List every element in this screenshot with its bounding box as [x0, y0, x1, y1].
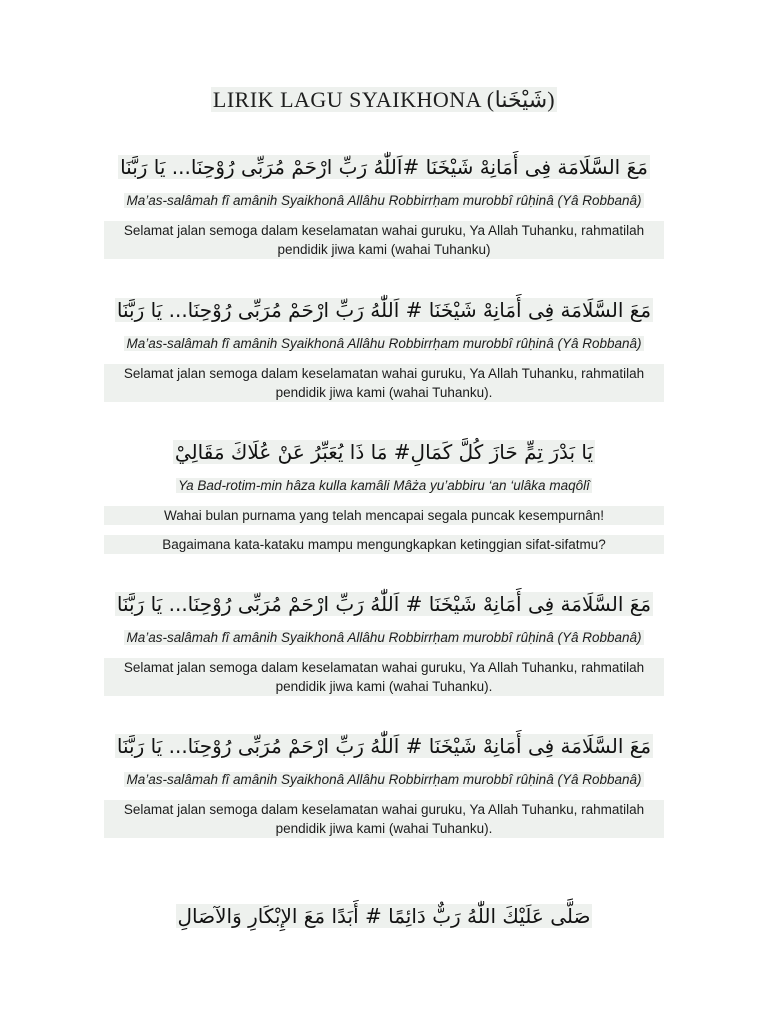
transliteration: Ma’as-salâmah fî amânih Syaikhonâ Allâhu Robbirrḥam murobbî rûḥinâ (Yâ Robbanâ) [126, 193, 642, 208]
translation-line-1: Selamat jalan semoga dalam keselamatan wahai guruku, Ya Allah Tuhanku, rahmatilah [123, 223, 645, 238]
arabic-verse: مَعَ السَّلَامَة فِى أَمَانِهْ شَيْخَنَا # اَللّٰهُ رَبِّ ارْحَمْ مُرَبِّى رُوْحِنَا... يَا رَبَّنَا [116, 592, 652, 616]
translation-line-2: pendidik jiwa kami (wahai Tuhanku). [275, 679, 493, 694]
translation-line-2: pendidik jiwa kami (wahai Tuhanku). [275, 821, 493, 836]
arabic-verse: مَعَ السَّلَامَة فِى أَمَانِهْ شَيْخَنَا # اَللّٰهُ رَبِّ ارْحَمْ مُرَبِّى رُوْحِنَا... يَا رَبَّنَا [116, 734, 652, 758]
translation [0, 221, 768, 259]
translation-line-1: Selamat jalan semoga dalam keselamatan wahai guruku, Ya Allah Tuhanku, rahmatilah [123, 802, 645, 817]
translation-line-2: pendidik jiwa kami (wahai Tuhanku) [277, 242, 491, 257]
translation [0, 658, 768, 696]
translation-line-1: Selamat jalan semoga dalam keselamatan wahai guruku, Ya Allah Tuhanku, rahmatilah [123, 660, 645, 675]
page-title-text: LIRIK LAGU SYAIKHONA (شَيْخَنا) [212, 87, 556, 112]
arabic-verse: يَا بَدْرَ تِمٍّ حَازَ كُلَّ كَمَالِ# مَا ذَا يُعَبِّرُ عَنْ عُلَاكَ مَقَالِيْ [174, 440, 594, 464]
transliteration: Ma’as-salâmah fî amânih Syaikhonâ Allâhu Robbirrḥam murobbî rûḥinâ (Yâ Robbanâ) [126, 630, 642, 645]
transliteration: Ma’as-salâmah fî amânih Syaikhonâ Allâhu Robbirrḥam murobbî rûḥinâ (Yâ Robbanâ) [126, 336, 642, 351]
stanza-1 [0, 152, 768, 182]
translation-line-2: pendidik jiwa kami (wahai Tuhanku). [275, 385, 493, 400]
arabic-verse: مَعَ السَّلَامَة فِى أَمَانِهْ شَيْخَنَا #اَللّٰهُ رَبِّ ارْحَمْ مُرَبِّى رُوْحِنَا... يَا رَبَّنَا [120, 155, 648, 179]
stanza-4 [0, 589, 768, 619]
arabic-verse: مَعَ السَّلَامَة فِى أَمَانِهْ شَيْخَنَا # اَللّٰهُ رَبِّ ارْحَمْ مُرَبِّى رُوْحِنَا... يَا رَبَّنَا [116, 298, 652, 322]
transliteration: Ya Bad-rotim-min hâza kulla kamâli Mâża yu’abbiru ‘an ‘ulâka maqôlî [178, 478, 590, 493]
translation [0, 364, 768, 402]
translation-line-2: Bagaimana kata-kataku mampu mengungkapkan ketinggian sifat-sifatmu? [162, 537, 606, 552]
final-verse [0, 901, 768, 931]
translation-line-1: Selamat jalan semoga dalam keselamatan wahai guruku, Ya Allah Tuhanku, rahmatilah [123, 366, 645, 381]
translation [0, 800, 768, 838]
stanza-5 [0, 731, 768, 761]
page-title [0, 87, 768, 113]
transliteration: Ma’as-salâmah fî amânih Syaikhonâ Allâhu Robbirrḥam murobbî rûḥinâ (Yâ Robbanâ) [126, 772, 642, 787]
translation [0, 506, 768, 554]
arabic-verse: صَلَّى عَلَيْكَ اللّٰهُ رَبٌّ دَائِمًا # أَبَدًا مَعَ الإِبْكَارِ وَالآصَالِ [177, 904, 591, 928]
stanza-3 [0, 437, 768, 467]
translation-line-1: Wahai bulan purnama yang telah mencapai segala puncak kesempurnân! [163, 508, 605, 523]
stanza-2 [0, 295, 768, 325]
